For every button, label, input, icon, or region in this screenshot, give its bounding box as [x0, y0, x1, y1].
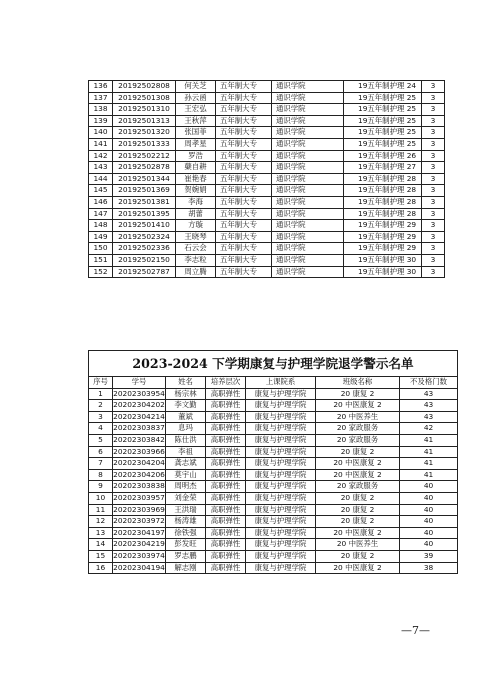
table-cell: 五年制大专	[216, 208, 272, 220]
table-cell: 通识学院	[272, 92, 344, 104]
table-cell: 4	[89, 423, 113, 435]
table-cell: 20192501310	[113, 104, 176, 116]
table-row	[89, 127, 445, 139]
table-row	[89, 92, 445, 104]
table-cell: 康复与护理学院	[246, 469, 316, 481]
table-cell: 20202304214	[113, 411, 166, 423]
table-cell: 五年制大专	[216, 185, 272, 197]
table-cell: 1	[89, 388, 113, 400]
table-cell: 20192502808	[113, 81, 176, 93]
table-cell: 胡蕾	[176, 208, 216, 220]
table-cell: 41	[400, 446, 458, 458]
table-cell: 3	[422, 104, 445, 116]
table-cell: 19五年制护理 25	[344, 115, 422, 127]
table-cell: 20 康复 2	[316, 446, 400, 458]
table-cell: 通识学院	[272, 185, 344, 197]
table-cell: 146	[89, 196, 113, 208]
table-cell: 通识学院	[272, 115, 344, 127]
table-cell: 40	[400, 516, 458, 528]
table-cell: 3	[422, 220, 445, 232]
table-cell: 方璇	[176, 220, 216, 232]
table-cell: 19五年制护理 28	[344, 196, 422, 208]
table-cell: 莫宇山	[166, 469, 206, 481]
table-cell: 五年制大专	[216, 196, 272, 208]
table-cell: 杨涛雄	[166, 516, 206, 528]
table-cell: 20192502324	[113, 231, 176, 243]
table-cell: 20 康复 2	[316, 504, 400, 516]
table-cell: 3	[89, 411, 113, 423]
table-cell: 40	[400, 481, 458, 493]
table-cell: 五年制大专	[216, 92, 272, 104]
table-cell: 20192501369	[113, 185, 176, 197]
table-cell: 9	[89, 481, 113, 493]
table-cell: 20192501344	[113, 173, 176, 185]
table-cell: 16	[89, 562, 113, 574]
table-row	[89, 185, 445, 197]
table-cell: 五年制大专	[216, 266, 272, 278]
table-cell: 通识学院	[272, 266, 344, 278]
table-cell: 罗浩	[176, 150, 216, 162]
table-cell: 20192502212	[113, 150, 176, 162]
table-cell: 3	[422, 173, 445, 185]
table-cell: 3	[422, 127, 445, 139]
table-cell: 148	[89, 220, 113, 232]
table-cell: 43	[400, 400, 458, 412]
table-cell: 康复与护理学院	[246, 550, 316, 562]
table-cell: 19五年制护理 30	[344, 254, 422, 266]
table-cell: 董斌	[166, 411, 206, 423]
table-cell: 蘖自耕	[176, 162, 216, 174]
table-row	[89, 254, 445, 266]
table-row	[89, 208, 445, 220]
table-row	[89, 150, 445, 162]
table-cell: 五年制大专	[216, 162, 272, 174]
table-cell: 14	[89, 539, 113, 551]
table-cell: 19五年制护理 25	[344, 104, 422, 116]
table-cell: 通识学院	[272, 173, 344, 185]
table-row	[89, 469, 458, 481]
table-row	[89, 266, 445, 278]
table-cell: 通识学院	[272, 127, 344, 139]
table-cell: 10	[89, 492, 113, 504]
table-cell: 徐铁强	[166, 527, 206, 539]
table-cell: 20192501333	[113, 138, 176, 150]
table-cell: 王秋萍	[176, 115, 216, 127]
table-header-row	[89, 377, 458, 389]
table-cell: 彭发旺	[166, 539, 206, 551]
table-cell: 陈仕洪	[166, 434, 206, 446]
table-cell: 通识学院	[272, 81, 344, 93]
page-number: —7—	[401, 624, 430, 637]
table-cell: 杨宗林	[166, 388, 206, 400]
table-cell: 20 中医康复 2	[316, 469, 400, 481]
table-cell: 高职弹性	[206, 434, 246, 446]
table-cell: 3	[422, 254, 445, 266]
table-cell: 20 家政服务	[316, 423, 400, 435]
table-cell: 19五年制护理 28	[344, 208, 422, 220]
table-cell: 20 康复 2	[316, 492, 400, 504]
table-cell: 通识学院	[272, 208, 344, 220]
table-cell: 3	[422, 115, 445, 127]
table-cell: 20202304202	[113, 400, 166, 412]
table-cell: 高职弹性	[206, 423, 246, 435]
table-cell: 张国菲	[176, 127, 216, 139]
table-cell: 崔艳春	[176, 173, 216, 185]
table-cell: 康复与护理学院	[246, 434, 316, 446]
table-cell: 19五年制护理 29	[344, 231, 422, 243]
table-cell: 142	[89, 150, 113, 162]
table-row	[89, 196, 445, 208]
table-cell: 康复与护理学院	[246, 411, 316, 423]
table-cell: 五年制大专	[216, 138, 272, 150]
table-cell: 20192501410	[113, 220, 176, 232]
table-cell: 高职弹性	[206, 562, 246, 574]
table-cell: 19五年制护理 29	[344, 243, 422, 255]
table-row	[89, 173, 445, 185]
table-cell: 3	[422, 92, 445, 104]
table-cell: 通识学院	[272, 220, 344, 232]
table-cell: 15	[89, 550, 113, 562]
table-cell: 19五年制护理 30	[344, 266, 422, 278]
table-cell: 40	[400, 539, 458, 551]
table-cell: 150	[89, 243, 113, 255]
table-row	[89, 388, 458, 400]
table-cell: 20202303966	[113, 446, 166, 458]
table-cell: 康复与护理学院	[246, 458, 316, 470]
table-row	[89, 539, 458, 551]
table-cell: 3	[422, 231, 445, 243]
column-header: 序号	[89, 377, 113, 389]
column-header: 姓名	[166, 377, 206, 389]
table-cell: 149	[89, 231, 113, 243]
table-cell: 周明杰	[166, 481, 206, 493]
table-body	[89, 388, 458, 574]
table-cell: 五年制大专	[216, 81, 272, 93]
table-cell: 3	[422, 138, 445, 150]
table-cell: 3	[422, 81, 445, 93]
table-cell: 141	[89, 138, 113, 150]
table-cell: 康复与护理学院	[246, 527, 316, 539]
table-row	[89, 481, 458, 493]
table-cell: 王洪瑞	[166, 504, 206, 516]
column-header: 班级名称	[316, 377, 400, 389]
table-cell: 43	[400, 388, 458, 400]
table-cell: 20202304206	[113, 469, 166, 481]
table-cell: 20 家政服务	[316, 434, 400, 446]
table-cell: 贺婉娟	[176, 185, 216, 197]
table-cell: 高职弹性	[206, 411, 246, 423]
table-cell: 3	[422, 185, 445, 197]
table-cell: 41	[400, 458, 458, 470]
table-cell: 13	[89, 527, 113, 539]
table-cell: 2	[89, 400, 113, 412]
table-row	[89, 446, 458, 458]
table-cell: 136	[89, 81, 113, 93]
table-row	[89, 504, 458, 516]
table-row	[89, 423, 458, 435]
table-cell: 140	[89, 127, 113, 139]
table-row	[89, 231, 445, 243]
table-cell: 20 中医养生	[316, 411, 400, 423]
table-cell: 20 中医康复 2	[316, 458, 400, 470]
table-cell: 五年制大专	[216, 115, 272, 127]
table-row	[89, 411, 458, 423]
table-row	[89, 115, 445, 127]
column-header: 学号	[113, 377, 166, 389]
table-row	[89, 220, 445, 232]
table-cell: 高职弹性	[206, 458, 246, 470]
table-cell: 周立腾	[176, 266, 216, 278]
table-cell: 19五年制护理 25	[344, 138, 422, 150]
table-cell: 高职弹性	[206, 469, 246, 481]
table-cell: 刘金荣	[166, 492, 206, 504]
table-row	[89, 400, 458, 412]
table-row	[89, 104, 445, 116]
table-cell: 康复与护理学院	[246, 446, 316, 458]
table-row	[89, 458, 458, 470]
table-cell: 五年制大专	[216, 231, 272, 243]
table-cell: 何关芝	[176, 81, 216, 93]
table-cell: 3	[422, 243, 445, 255]
table-cell: 康复与护理学院	[246, 562, 316, 574]
table-cell: 20192501308	[113, 92, 176, 104]
table-cell: 152	[89, 266, 113, 278]
table-cell: 20202303974	[113, 550, 166, 562]
table-cell: 20202303842	[113, 434, 166, 446]
table-cell: 20192501313	[113, 115, 176, 127]
table-cell: 20192502150	[113, 254, 176, 266]
table-cell: 通识学院	[272, 162, 344, 174]
table-cell: 通识学院	[272, 104, 344, 116]
table-row	[89, 138, 445, 150]
table-cell: 20202304219	[113, 539, 166, 551]
table-cell: 五年制大专	[216, 173, 272, 185]
table-cell: 8	[89, 469, 113, 481]
table-cell: 20202304194	[113, 562, 166, 574]
table-cell: 高职弹性	[206, 481, 246, 493]
table-cell: 20192502336	[113, 243, 176, 255]
table-row	[89, 243, 445, 255]
table-cell: 12	[89, 516, 113, 528]
table-cell: 20202303954	[113, 388, 166, 400]
table-cell: 通识学院	[272, 138, 344, 150]
table-cell: 高职弹性	[206, 492, 246, 504]
table-cell: 42	[400, 423, 458, 435]
table-cell: 19五年制护理 26	[344, 150, 422, 162]
table-cell: 20 康复 2	[316, 388, 400, 400]
warning-list-table-continued	[88, 80, 445, 278]
table-cell: 高职弹性	[206, 388, 246, 400]
table-cell: 43	[400, 411, 458, 423]
column-header: 培养层次	[206, 377, 246, 389]
table-cell: 41	[400, 434, 458, 446]
table-cell: 19五年制护理 29	[344, 220, 422, 232]
table-cell: 41	[400, 469, 458, 481]
table-cell: 李祖	[166, 446, 206, 458]
table-cell: 五年制大专	[216, 127, 272, 139]
table-cell: 144	[89, 173, 113, 185]
table-cell: 王宏弘	[176, 104, 216, 116]
table-cell: 高职弹性	[206, 504, 246, 516]
table-cell: 20192502787	[113, 266, 176, 278]
table-cell: 20202304204	[113, 458, 166, 470]
table-cell: 五年制大专	[216, 150, 272, 162]
table-cell: 40	[400, 504, 458, 516]
table-cell: 康复与护理学院	[246, 516, 316, 528]
table-row	[89, 492, 458, 504]
table-cell: 20202303969	[113, 504, 166, 516]
table-cell: 3	[422, 196, 445, 208]
table-cell: 高职弹性	[206, 550, 246, 562]
table-cell: 李志粒	[176, 254, 216, 266]
table-cell: 孙云函	[176, 92, 216, 104]
table-cell: 通识学院	[272, 231, 344, 243]
table-cell: 五年制大专	[216, 220, 272, 232]
table-cell: 20192501320	[113, 127, 176, 139]
table-cell: 20 康复 2	[316, 516, 400, 528]
table-row	[89, 527, 458, 539]
table-cell: 20202303957	[113, 492, 166, 504]
table-cell: 19五年制护理 28	[344, 185, 422, 197]
table-cell: 20202303972	[113, 516, 166, 528]
table-title: 2023-2024 下学期康复与护理学院退学警示名单	[89, 351, 458, 377]
table-cell: 19五年制护理 25	[344, 92, 422, 104]
table-cell: 通识学院	[272, 243, 344, 255]
table-cell: 罗志鹏	[166, 550, 206, 562]
table-cell: 11	[89, 504, 113, 516]
table-cell: 息玛	[166, 423, 206, 435]
table-cell: 3	[422, 150, 445, 162]
table-cell: 王晓琴	[176, 231, 216, 243]
table-cell: 139	[89, 115, 113, 127]
table-cell: 20202303838	[113, 481, 166, 493]
table-cell: 李文勤	[166, 400, 206, 412]
table-cell: 五年制大专	[216, 243, 272, 255]
table-cell: 145	[89, 185, 113, 197]
table-cell: 38	[400, 562, 458, 574]
table-row	[89, 550, 458, 562]
table-cell: 20192501395	[113, 208, 176, 220]
table-cell: 康复与护理学院	[246, 504, 316, 516]
table-cell: 康复与护理学院	[246, 400, 316, 412]
table-cell: 20192502878	[113, 162, 176, 174]
table-row	[89, 434, 458, 446]
table-cell: 石云会	[176, 243, 216, 255]
rehab-nursing-warning-table	[88, 350, 458, 574]
table-cell: 通识学院	[272, 254, 344, 266]
table-cell: 20202304197	[113, 527, 166, 539]
table-cell: 20192501381	[113, 196, 176, 208]
table-row	[89, 162, 445, 174]
table-cell: 147	[89, 208, 113, 220]
table-cell: 20 中医养生	[316, 539, 400, 551]
table-cell: 7	[89, 458, 113, 470]
table-cell: 高职弹性	[206, 516, 246, 528]
table-cell: 19五年制护理 28	[344, 173, 422, 185]
table-cell: 康复与护理学院	[246, 423, 316, 435]
table-cell: 康复与护理学院	[246, 481, 316, 493]
table-cell: 高职弹性	[206, 400, 246, 412]
table-cell: 五年制大专	[216, 104, 272, 116]
column-header: 上课院系	[246, 377, 316, 389]
table-cell: 高职弹性	[206, 527, 246, 539]
table-row	[89, 516, 458, 528]
table-cell: 周孝星	[176, 138, 216, 150]
table-cell: 解志刚	[166, 562, 206, 574]
table-cell: 高职弹性	[206, 539, 246, 551]
table-cell: 李海	[176, 196, 216, 208]
table-body	[89, 81, 445, 278]
table-cell: 39	[400, 550, 458, 562]
table-row	[89, 81, 445, 93]
table-cell: 5	[89, 434, 113, 446]
table-cell: 20 家政服务	[316, 481, 400, 493]
table-cell: 龚志斌	[166, 458, 206, 470]
table-cell: 康复与护理学院	[246, 388, 316, 400]
column-header: 不及格门数	[400, 377, 458, 389]
table-cell: 20 康复 2	[316, 550, 400, 562]
table-cell: 通识学院	[272, 150, 344, 162]
table-row	[89, 562, 458, 574]
table-cell: 3	[422, 266, 445, 278]
table-cell: 19五年制护理 27	[344, 162, 422, 174]
table-cell: 20 中医康复 2	[316, 527, 400, 539]
table-cell: 151	[89, 254, 113, 266]
table-cell: 20 中医康复 2	[316, 400, 400, 412]
table-cell: 五年制大专	[216, 254, 272, 266]
table-cell: 138	[89, 104, 113, 116]
table-cell: 康复与护理学院	[246, 492, 316, 504]
table-cell: 康复与护理学院	[246, 539, 316, 551]
table-cell: 19五年制护理 24	[344, 81, 422, 93]
table-cell: 高职弹性	[206, 446, 246, 458]
table-cell: 143	[89, 162, 113, 174]
table-cell: 20202303837	[113, 423, 166, 435]
table-cell: 3	[422, 162, 445, 174]
table-cell: 6	[89, 446, 113, 458]
table-cell: 19五年制护理 25	[344, 127, 422, 139]
table-cell: 3	[422, 208, 445, 220]
table-cell: 40	[400, 492, 458, 504]
table-cell: 20 中医康复 2	[316, 562, 400, 574]
table-cell: 通识学院	[272, 196, 344, 208]
table-cell: 137	[89, 92, 113, 104]
table-cell: 40	[400, 527, 458, 539]
